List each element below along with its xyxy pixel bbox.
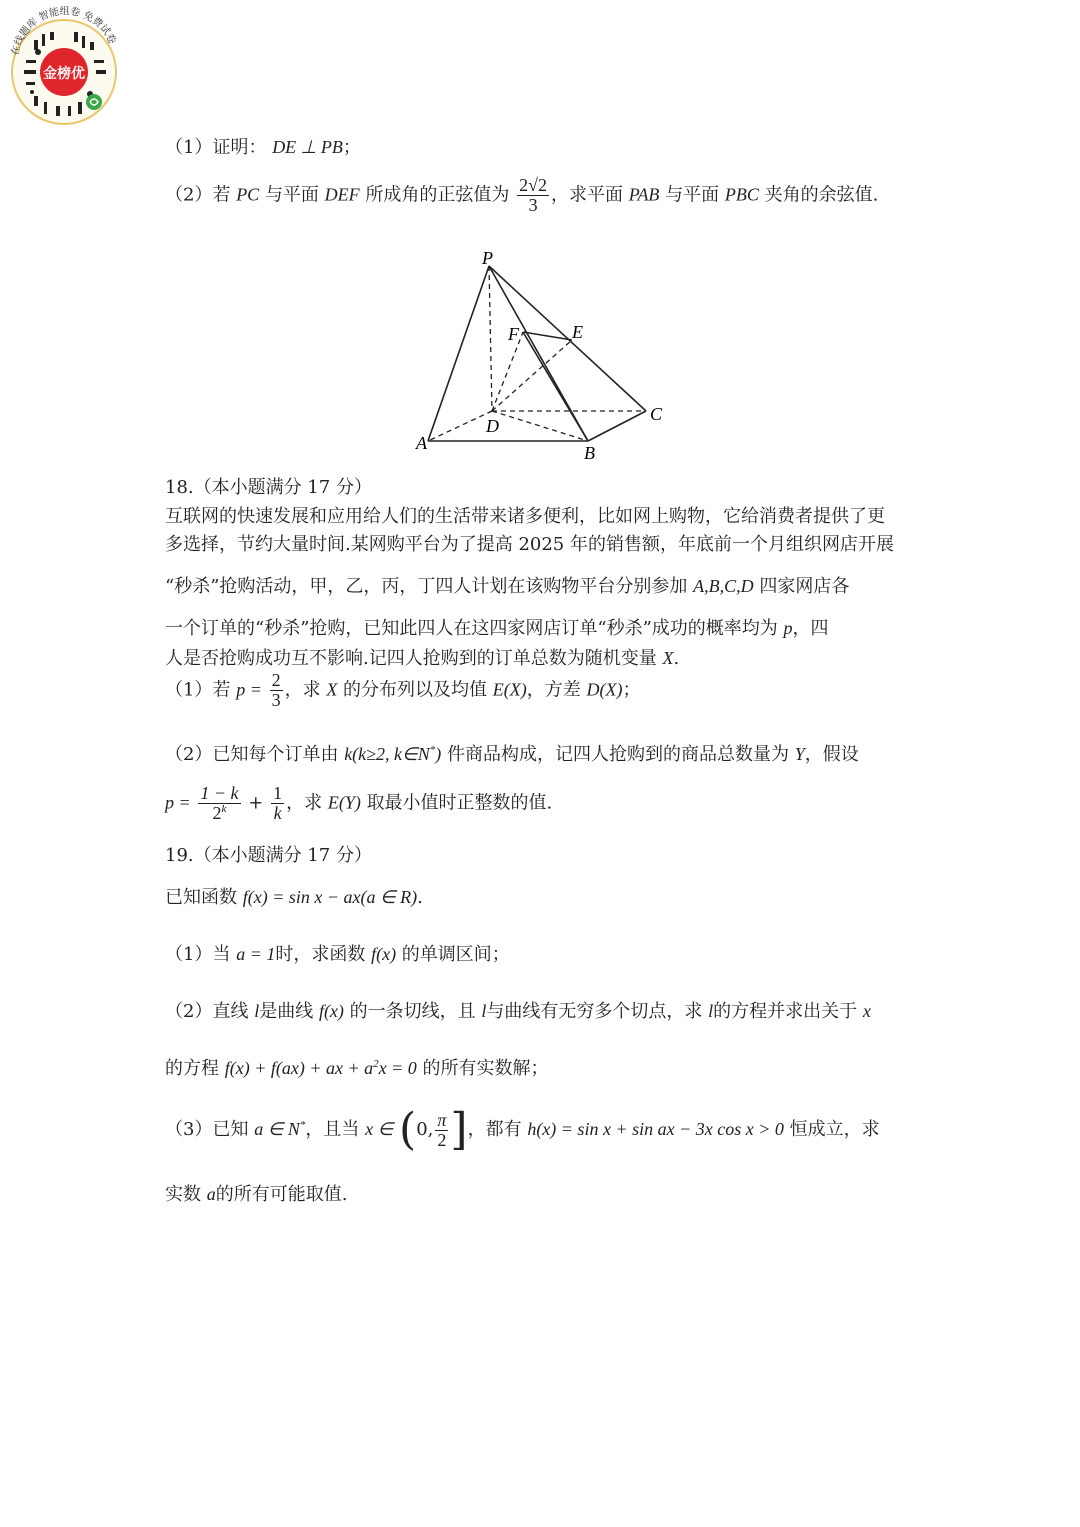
item-text: 直线 — [212, 1001, 249, 1022]
math-expression: a — [206, 1184, 216, 1204]
math-expression: PAB — [628, 184, 660, 205]
item-text: 证明： — [212, 137, 267, 158]
item-text: 与曲线有无穷多个切点，求 — [486, 1001, 703, 1022]
item-text: 的所有实数解； — [422, 1058, 549, 1079]
item-text: 与平面 — [665, 184, 720, 206]
item-text: 时，求函数 — [275, 944, 366, 965]
math-expression: DE ⊥ PB — [272, 137, 343, 157]
label-A: A — [416, 433, 427, 453]
math-expression: p — [783, 618, 793, 638]
item-text: 取最小值时正整数的值. — [366, 792, 553, 814]
item-text: ，求 — [286, 792, 323, 814]
q19-header: 19.（本小题满分 17 分） — [165, 845, 372, 866]
math-expression: l — [254, 1001, 260, 1021]
math-expression: p = — [236, 679, 262, 700]
math-expression: A,B,C,D — [693, 576, 754, 596]
item-text: ； — [342, 137, 361, 158]
item-number: （3） — [165, 1119, 213, 1140]
fraction — [271, 784, 284, 823]
q19-part2-line1 — [165, 997, 871, 1023]
q18-header: 18.（本小题满分 17 分） — [165, 477, 372, 498]
math-expression: f(x) — [371, 944, 397, 964]
q18-part1 — [165, 671, 640, 710]
fraction-numerator: 1 − k — [200, 783, 239, 803]
item-text: 已知 — [212, 1119, 249, 1140]
operator: + — [248, 792, 264, 814]
item-text: 的一条切线，且 — [349, 1001, 476, 1022]
q19-part3-line1 — [165, 1104, 880, 1155]
fraction-numerator: 1 — [273, 783, 283, 803]
item-text: 的方程 — [165, 1058, 219, 1079]
q18-line4 — [165, 614, 829, 640]
q17-part1 — [165, 133, 361, 159]
item-text: ，求平面 — [551, 184, 624, 206]
q18-line1: 互联网的快速发展和应用给人们的生活带来诸多便利，比如网上购物，它给消费者提供了更 — [165, 506, 885, 527]
label-D: D — [486, 416, 499, 436]
item-text: ； — [622, 679, 641, 701]
equation-part: f(x) + f(ax) + ax + a — [224, 1058, 374, 1078]
q18-line5 — [165, 644, 679, 670]
q18-part2-line1 — [165, 740, 859, 766]
math-expression — [254, 1119, 305, 1139]
math-expression — [344, 744, 441, 764]
math-expression: PBC — [724, 184, 759, 205]
math-expression: DEF — [324, 184, 360, 205]
superscript: * — [299, 1119, 306, 1131]
fraction-denominator: k — [273, 802, 282, 823]
item-text: ，方差 — [526, 679, 581, 701]
qr-code-logo-icon — [4, 4, 124, 126]
math-expression: D(X) — [586, 679, 623, 700]
item-text: 件商品构成，记四人抢购到的商品总数量为 — [446, 744, 789, 765]
pyramid-diagram — [410, 248, 670, 463]
math-expression: PC — [236, 184, 260, 205]
item-text: ，四 — [792, 618, 829, 639]
math-expression: E(Y) — [327, 792, 361, 813]
item-number: （2） — [165, 184, 213, 206]
item-text: 若 — [212, 679, 231, 701]
item-text: ，且当 — [305, 1119, 360, 1140]
label-B: B — [584, 443, 595, 463]
paren: ) — [435, 744, 442, 764]
item-text: 夹角的余弦值. — [764, 184, 879, 206]
q19-part1 — [165, 940, 510, 966]
item-text: 若 — [212, 184, 231, 206]
math-expression: X — [326, 679, 338, 700]
item-text: 已知函数 — [165, 887, 237, 908]
math-expression — [225, 1058, 417, 1078]
item-number: （1） — [165, 944, 213, 965]
q18-line2: 多选择，节约大量时间.某网购平台为了提高 2025 年的销售额，年底前一个月组织网店开展 — [165, 534, 894, 555]
math-expression: h(x) = sin x + sin ax − 3x cos x > 0 — [527, 1119, 784, 1139]
item-text: . — [417, 887, 423, 908]
item-text: ，都有 — [467, 1119, 522, 1140]
item-number: （1） — [165, 679, 213, 701]
fraction-denominator: 3 — [271, 689, 281, 710]
item-text: 是曲线 — [259, 1001, 314, 1022]
interval-start: 0, — [416, 1119, 434, 1140]
fraction — [270, 671, 283, 710]
fraction-numerator: 2 — [271, 670, 281, 690]
math-expression: Y — [794, 744, 805, 764]
label-E: E — [572, 322, 583, 342]
item-text: 的分布列以及均值 — [343, 679, 488, 701]
k-expression: k(k≥2, k∈N — [344, 744, 430, 764]
item-text: 与平面 — [264, 184, 319, 206]
math-expression: E(X) — [492, 679, 527, 700]
pyramid-figure — [410, 248, 670, 463]
item-text: 的所有可能取值. — [215, 1184, 348, 1205]
label-P: P — [482, 248, 493, 268]
item-text: 的方程并求出关于 — [713, 1001, 858, 1022]
fraction-numerator: 2√2 — [519, 175, 548, 195]
item-text: 一个订单的“秒杀”抢购，已知此四人在这四家网店订单“秒杀”成功的概率均为 — [165, 618, 778, 639]
logo — [4, 4, 124, 126]
math-expression: p = — [165, 792, 191, 813]
item-text: 恒成立，求 — [789, 1119, 880, 1140]
math-expression: f(x) = sin x − ax(a ∈ R) — [242, 887, 418, 907]
item-number: （2） — [165, 1001, 213, 1022]
right-bracket: ] — [450, 1104, 468, 1155]
den-base: 2 — [212, 802, 222, 823]
item-text: ，求 — [284, 679, 321, 701]
superscript: k — [221, 802, 227, 815]
item-text: 人是否抢购成功互不影响.记四人抢购到的订单总数为随机变量 — [165, 648, 657, 669]
item-text: ，假设 — [804, 744, 859, 765]
item-text: 实数 — [165, 1184, 201, 1205]
logo-center-text: 金榜优 — [43, 66, 85, 82]
fraction-denominator: 3 — [528, 194, 538, 215]
left-paren: ( — [399, 1104, 417, 1155]
condition: a ∈ N — [254, 1119, 300, 1139]
fraction — [435, 1111, 448, 1150]
logo-arc-text: 在线题库 智能组卷 免费试卷 — [9, 6, 118, 57]
math-expression: X — [662, 648, 674, 668]
q18-part2-line2 — [165, 784, 552, 823]
item-text: . — [673, 648, 680, 669]
math-expression: x — [862, 1001, 871, 1021]
item-number: （1） — [165, 137, 213, 158]
math-expression: l — [481, 1001, 487, 1021]
q19-part3-line2 — [165, 1180, 347, 1206]
item-text: 已知每个订单由 — [212, 744, 339, 765]
fraction — [198, 784, 240, 823]
item-text: 的单调区间； — [401, 944, 510, 965]
q19-part2-line2 — [165, 1054, 549, 1080]
item-number: （2） — [165, 744, 213, 765]
q18-line3 — [165, 572, 849, 598]
q19-intro — [165, 883, 423, 909]
math-expression: f(x) — [318, 1001, 344, 1021]
item-text: “秒杀”抢购活动，甲，乙，丙，丁四人计划在该购物平台分别参加 — [165, 576, 688, 597]
label-C: C — [650, 404, 663, 424]
q17-part2 — [165, 176, 878, 215]
math-expression: a = 1 — [236, 944, 276, 964]
fraction — [517, 176, 549, 215]
fraction-denominator — [198, 804, 240, 823]
label-F: F — [508, 324, 519, 344]
superscript: * — [429, 744, 436, 756]
equation-part: x = 0 — [378, 1058, 417, 1078]
math-expression: x ∈ — [365, 1119, 394, 1139]
superscript: 2 — [373, 1058, 379, 1070]
item-text: 当 — [212, 944, 231, 965]
fraction-numerator: π — [437, 1109, 447, 1130]
fraction-denominator: 2 — [437, 1129, 447, 1150]
item-text: 四家网店各 — [759, 576, 850, 597]
item-text: 所成角的正弦值为 — [365, 184, 510, 206]
math-expression: l — [708, 1001, 714, 1021]
